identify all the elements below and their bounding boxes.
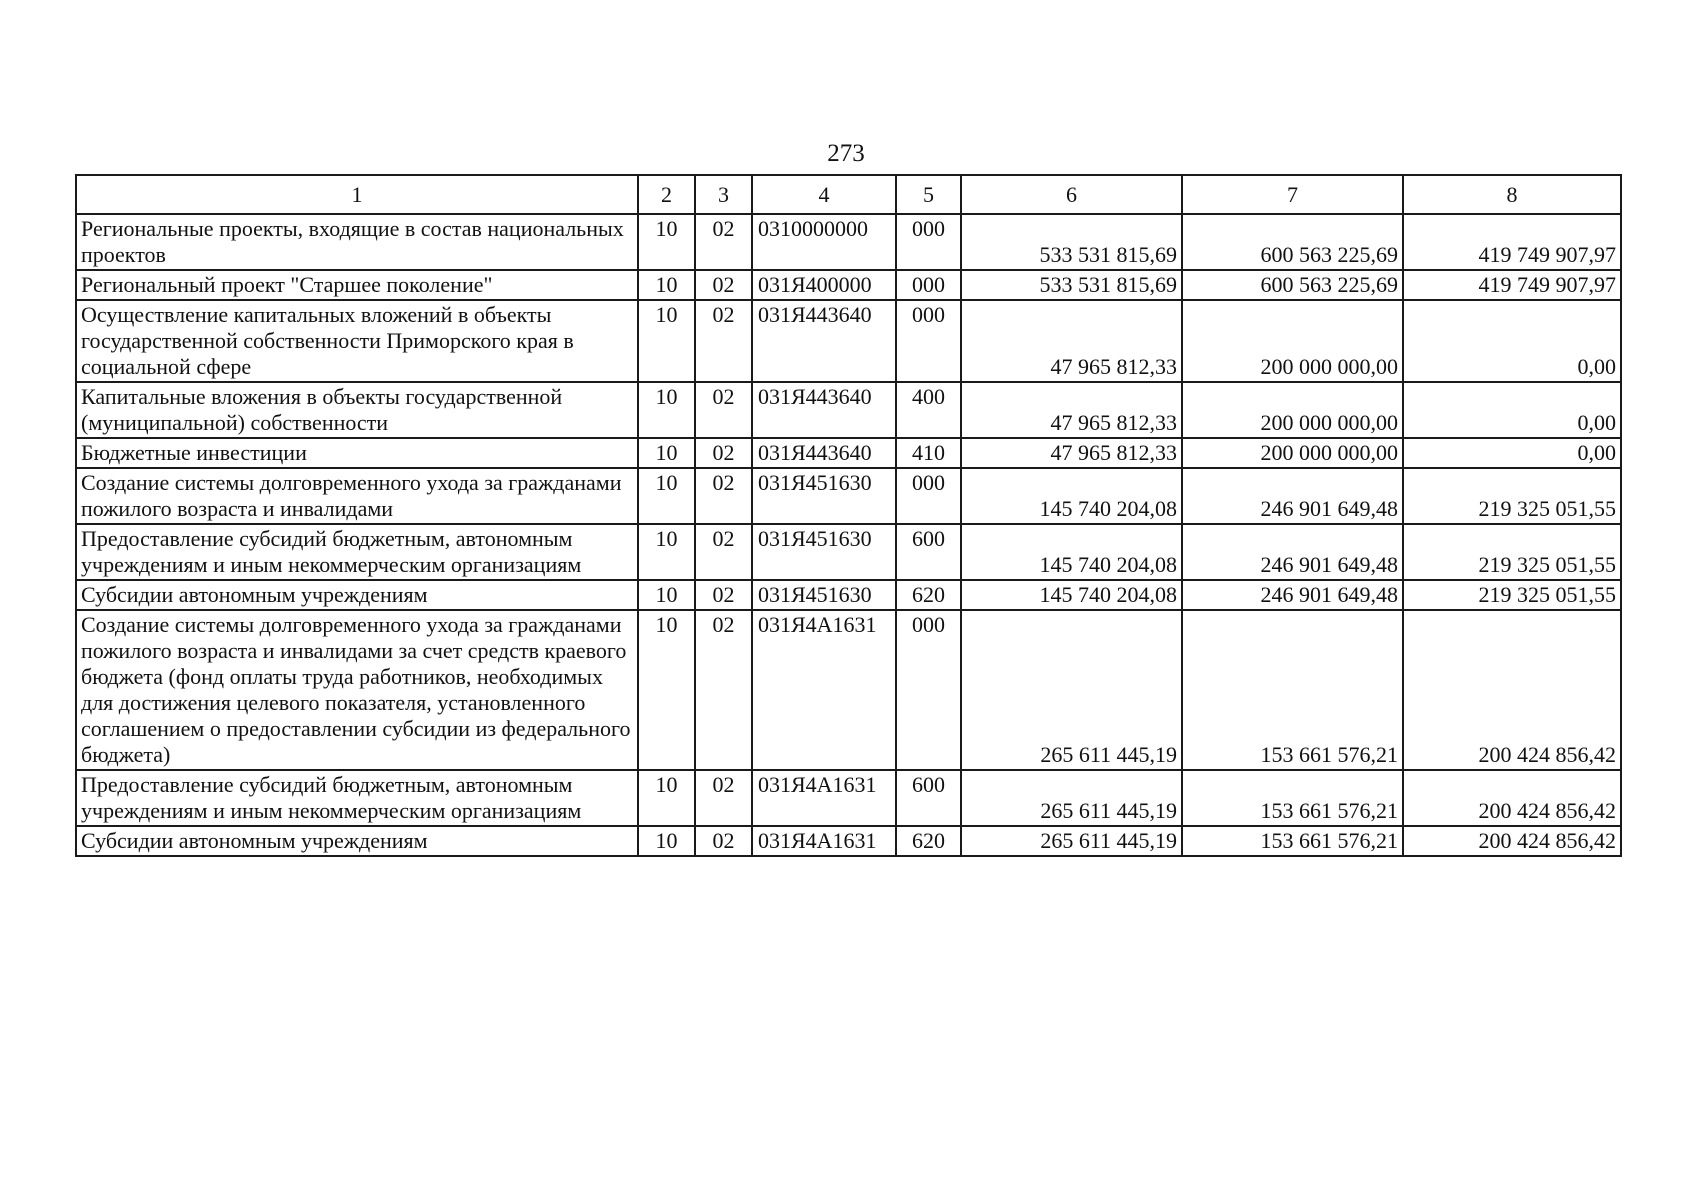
amount-col6-cell: 265 611 445,19 <box>961 770 1182 826</box>
amount-col8-cell: 219 325 051,55 <box>1403 524 1621 580</box>
section-code-cell: 10 <box>638 468 695 524</box>
section-code-cell: 10 <box>638 826 695 856</box>
amount-col7-cell: 200 000 000,00 <box>1182 300 1403 382</box>
amount-col6-cell: 145 740 204,08 <box>961 580 1182 610</box>
row-name-cell: Субсидии автономным учреждениям <box>76 580 638 610</box>
amount-col7-cell: 153 661 576,21 <box>1182 610 1403 770</box>
target-article-cell: 031Я4А1631 <box>752 610 896 770</box>
subsection-code-cell: 02 <box>695 270 752 300</box>
column-header: 4 <box>752 175 896 214</box>
amount-col6-cell: 47 965 812,33 <box>961 300 1182 382</box>
amount-col8-cell: 200 424 856,42 <box>1403 826 1621 856</box>
table-row <box>76 524 1621 580</box>
target-article-cell: 031Я443640 <box>752 438 896 468</box>
table-row <box>76 382 1621 438</box>
amount-col7-cell: 153 661 576,21 <box>1182 770 1403 826</box>
budget-table <box>75 174 1622 857</box>
subsection-code-cell: 02 <box>695 580 752 610</box>
header-row <box>76 175 1621 214</box>
table-row <box>76 826 1621 856</box>
column-header: 5 <box>896 175 961 214</box>
amount-col8-cell: 0,00 <box>1403 382 1621 438</box>
expense-type-cell: 000 <box>896 468 961 524</box>
subsection-code-cell: 02 <box>695 524 752 580</box>
expense-type-cell: 600 <box>896 770 961 826</box>
amount-col7-cell: 600 563 225,69 <box>1182 214 1403 270</box>
amount-col8-cell: 200 424 856,42 <box>1403 770 1621 826</box>
section-code-cell: 10 <box>638 270 695 300</box>
section-code-cell: 10 <box>638 610 695 770</box>
amount-col8-cell: 0,00 <box>1403 438 1621 468</box>
expense-type-cell: 000 <box>896 214 961 270</box>
amount-col7-cell: 600 563 225,69 <box>1182 270 1403 300</box>
column-header: 2 <box>638 175 695 214</box>
subsection-code-cell: 02 <box>695 468 752 524</box>
amount-col8-cell: 219 325 051,55 <box>1403 468 1621 524</box>
amount-col6-cell: 47 965 812,33 <box>961 438 1182 468</box>
amount-col6-cell: 145 740 204,08 <box>961 524 1182 580</box>
amount-col8-cell: 0,00 <box>1403 300 1621 382</box>
column-header: 8 <box>1403 175 1621 214</box>
column-header: 7 <box>1182 175 1403 214</box>
table-row <box>76 468 1621 524</box>
expense-type-cell: 410 <box>896 438 961 468</box>
target-article-cell: 031Я451630 <box>752 580 896 610</box>
target-article-cell: 031Я443640 <box>752 300 896 382</box>
amount-col6-cell: 145 740 204,08 <box>961 468 1182 524</box>
column-header: 1 <box>76 175 638 214</box>
table-row <box>76 610 1621 770</box>
row-name-cell: Осуществление капитальных вложений в объекты государственной собственности Приморского края в социальной сфере <box>76 300 638 382</box>
expense-type-cell: 400 <box>896 382 961 438</box>
table-row <box>76 214 1621 270</box>
column-header: 3 <box>695 175 752 214</box>
target-article-cell: 031Я400000 <box>752 270 896 300</box>
expense-type-cell: 620 <box>896 826 961 856</box>
target-article-cell: 031Я451630 <box>752 468 896 524</box>
amount-col8-cell: 419 749 907,97 <box>1403 270 1621 300</box>
amount-col8-cell: 419 749 907,97 <box>1403 214 1621 270</box>
table-row <box>76 270 1621 300</box>
row-name-cell: Бюджетные инвестиции <box>76 438 638 468</box>
row-name-cell: Региональные проекты, входящие в состав национальных проектов <box>76 214 638 270</box>
target-article-cell: 031Я4А1631 <box>752 770 896 826</box>
section-code-cell: 10 <box>638 580 695 610</box>
amount-col7-cell: 246 901 649,48 <box>1182 468 1403 524</box>
subsection-code-cell: 02 <box>695 214 752 270</box>
section-code-cell: 10 <box>638 214 695 270</box>
target-article-cell: 031Я443640 <box>752 382 896 438</box>
amount-col6-cell: 533 531 815,69 <box>961 270 1182 300</box>
amount-col6-cell: 265 611 445,19 <box>961 826 1182 856</box>
section-code-cell: 10 <box>638 524 695 580</box>
target-article-cell: 0310000000 <box>752 214 896 270</box>
section-code-cell: 10 <box>638 770 695 826</box>
amount-col7-cell: 246 901 649,48 <box>1182 524 1403 580</box>
amount-col6-cell: 265 611 445,19 <box>961 610 1182 770</box>
subsection-code-cell: 02 <box>695 438 752 468</box>
subsection-code-cell: 02 <box>695 826 752 856</box>
target-article-cell: 031Я4А1631 <box>752 826 896 856</box>
section-code-cell: 10 <box>638 382 695 438</box>
expense-type-cell: 600 <box>896 524 961 580</box>
row-name-cell: Капитальные вложения в объекты государственной (муниципальной) собственности <box>76 382 638 438</box>
target-article-cell: 031Я451630 <box>752 524 896 580</box>
amount-col6-cell: 533 531 815,69 <box>961 214 1182 270</box>
expense-type-cell: 000 <box>896 270 961 300</box>
amount-col7-cell: 200 000 000,00 <box>1182 382 1403 438</box>
page-number <box>0 140 1692 168</box>
row-name-cell: Региональный проект "Старшее поколение" <box>76 270 638 300</box>
row-name-cell: Создание системы долговременного ухода за гражданами пожилого возраста и инвалидами за счет средств краевого бюджета (фонд оплаты труда работников, необходимых для достижения целевого показателя, установленного соглашением о предоставлении субсидии из федерального бюджета) <box>76 610 638 770</box>
row-name-cell: Предоставление субсидий бюджетным, автономным учреждениям и иным некоммерческим организациям <box>76 770 638 826</box>
subsection-code-cell: 02 <box>695 610 752 770</box>
expense-type-cell: 620 <box>896 580 961 610</box>
subsection-code-cell: 02 <box>695 382 752 438</box>
amount-col8-cell: 219 325 051,55 <box>1403 580 1621 610</box>
column-header: 6 <box>961 175 1182 214</box>
amount-col6-cell: 47 965 812,33 <box>961 382 1182 438</box>
row-name-cell: Создание системы долговременного ухода за гражданами пожилого возраста и инвалидами <box>76 468 638 524</box>
table-row <box>76 438 1621 468</box>
row-name-cell: Субсидии автономным учреждениям <box>76 826 638 856</box>
expense-type-cell: 000 <box>896 610 961 770</box>
table-row <box>76 770 1621 826</box>
section-code-cell: 10 <box>638 438 695 468</box>
amount-col7-cell: 200 000 000,00 <box>1182 438 1403 468</box>
subsection-code-cell: 02 <box>695 300 752 382</box>
subsection-code-cell: 02 <box>695 770 752 826</box>
amount-col7-cell: 246 901 649,48 <box>1182 580 1403 610</box>
table-row <box>76 580 1621 610</box>
page-number-text: 273 <box>827 140 865 167</box>
row-name-cell: Предоставление субсидий бюджетным, автономным учреждениям и иным некоммерческим организациям <box>76 524 638 580</box>
table-row <box>76 300 1621 382</box>
amount-col7-cell: 153 661 576,21 <box>1182 826 1403 856</box>
section-code-cell: 10 <box>638 300 695 382</box>
amount-col8-cell: 200 424 856,42 <box>1403 610 1621 770</box>
expense-type-cell: 000 <box>896 300 961 382</box>
